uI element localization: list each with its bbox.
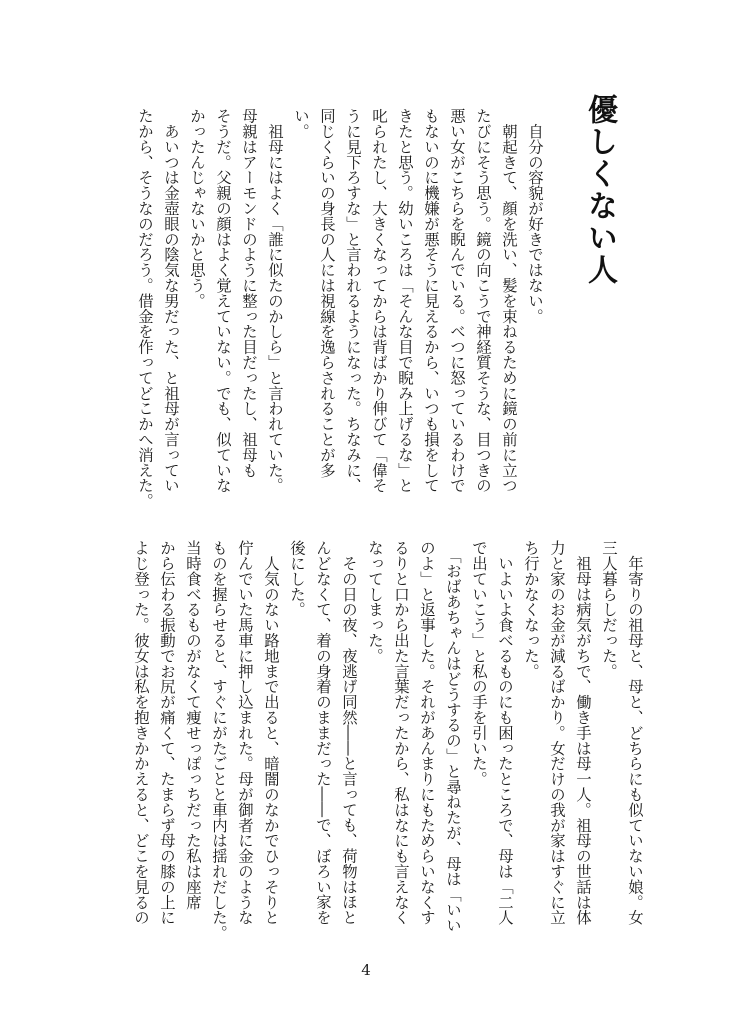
text-line: い。 xyxy=(292,108,310,139)
text-line: そうだ。父親の顔はよく覚えていない。でも、似ていな xyxy=(214,108,232,493)
text-line: あいつは金壺眼の陰気な男だった、と祖母が言ってい xyxy=(162,108,180,493)
text-line: たびにそう思う。鏡の向こうで神経質そうな、目つきの xyxy=(474,108,492,493)
text-line: もないのに機嫌が悪そうに見えるから、いつも損をして xyxy=(422,108,440,493)
text-line: から伝わる振動でお尻が痛くて、たまらず母の膝の上に xyxy=(158,540,176,925)
bottom-text-block xyxy=(132,540,648,941)
text-line: きたと思う。幼いころは「そんな目で睨み上げるな」と xyxy=(396,108,414,493)
text-line: なってしまった。 xyxy=(366,540,384,664)
text-line: のよ」と返事した。それがあんまりにもためらいなくす xyxy=(418,540,436,925)
text-line: 叱られたし、大きくなってからは背ばかり伸びて「偉そ xyxy=(370,108,388,493)
text-line: その日の夜、夜逃げ同然――と言っても、荷物はほと xyxy=(340,540,358,925)
text-line: 祖母は病気がちで、働き手は母一人。祖母の世話は体 xyxy=(574,540,592,925)
text-line: たから、そうなのだろう。借金を作ってどこかへ消えた。 xyxy=(136,108,154,509)
text-line: 佇んでいた馬車に押し込まれた。母が御者に金のような xyxy=(236,540,254,925)
text-line: ち行かなくなった。 xyxy=(522,540,540,679)
text-line: 「おばあちゃんはどうするの」と尋ねたが、母は「いい xyxy=(444,540,462,933)
text-line: 力と家のお金が減るばかり。女だけの我が家はすぐに立 xyxy=(548,540,566,925)
text-line: 母親はアーモンドのように整った目だったし、祖母も xyxy=(240,108,258,478)
text-line: 三人暮らしだった。 xyxy=(600,540,618,679)
text-line: 後にした。 xyxy=(288,540,306,617)
text-line: 年寄りの祖母と、母と、どちらにも似ていない娘。女 xyxy=(626,540,644,925)
text-line: 悪い女がこちらを睨んでいる。べつに怒っているわけで xyxy=(448,108,466,493)
text-line: よじ登った。彼女は私を抱きかかえると、どこを見るの xyxy=(132,540,150,925)
story-title: 優しくない人 xyxy=(582,94,617,286)
text-line: 祖母にはよく「誰に似たのかしら」と言われていた。 xyxy=(266,108,284,493)
text-line: いよいよ食べるものにも困ったところで、母は「二人 xyxy=(496,540,514,925)
text-line: かったんじゃないかと思う。 xyxy=(188,108,206,309)
text-line: るりと口から出た言葉だったから、私はなにも言えなく xyxy=(392,540,410,925)
text-line: うに見下ろすな」と言われるようになった。ちなみに、 xyxy=(344,108,362,493)
text-line: 朝起きて、顔を洗い、髪を束ねるために鏡の前に立つ xyxy=(500,108,518,493)
text-line: ものを握らせると、すぐにがたごとと車内は揺れだした。 xyxy=(210,540,228,941)
text-line: 同じくらいの身長の人には視線を逸らされることが多 xyxy=(318,108,336,478)
text-line: 自分の容貌が好きではない。 xyxy=(526,108,544,324)
text-line: んどなくて、着の身着のままだった――で、ぼろい家を xyxy=(314,540,332,925)
page-number: 4 xyxy=(361,961,371,979)
text-line: 人気のない路地まで出ると、暗闇のなかでひっそりと xyxy=(262,540,280,925)
text-line: 当時食べるものがなくて痩せっぽっちだった私は座席 xyxy=(184,540,202,910)
text-line: で出ていこう」と私の手を引いた。 xyxy=(470,540,488,787)
top-text-block xyxy=(136,108,548,509)
